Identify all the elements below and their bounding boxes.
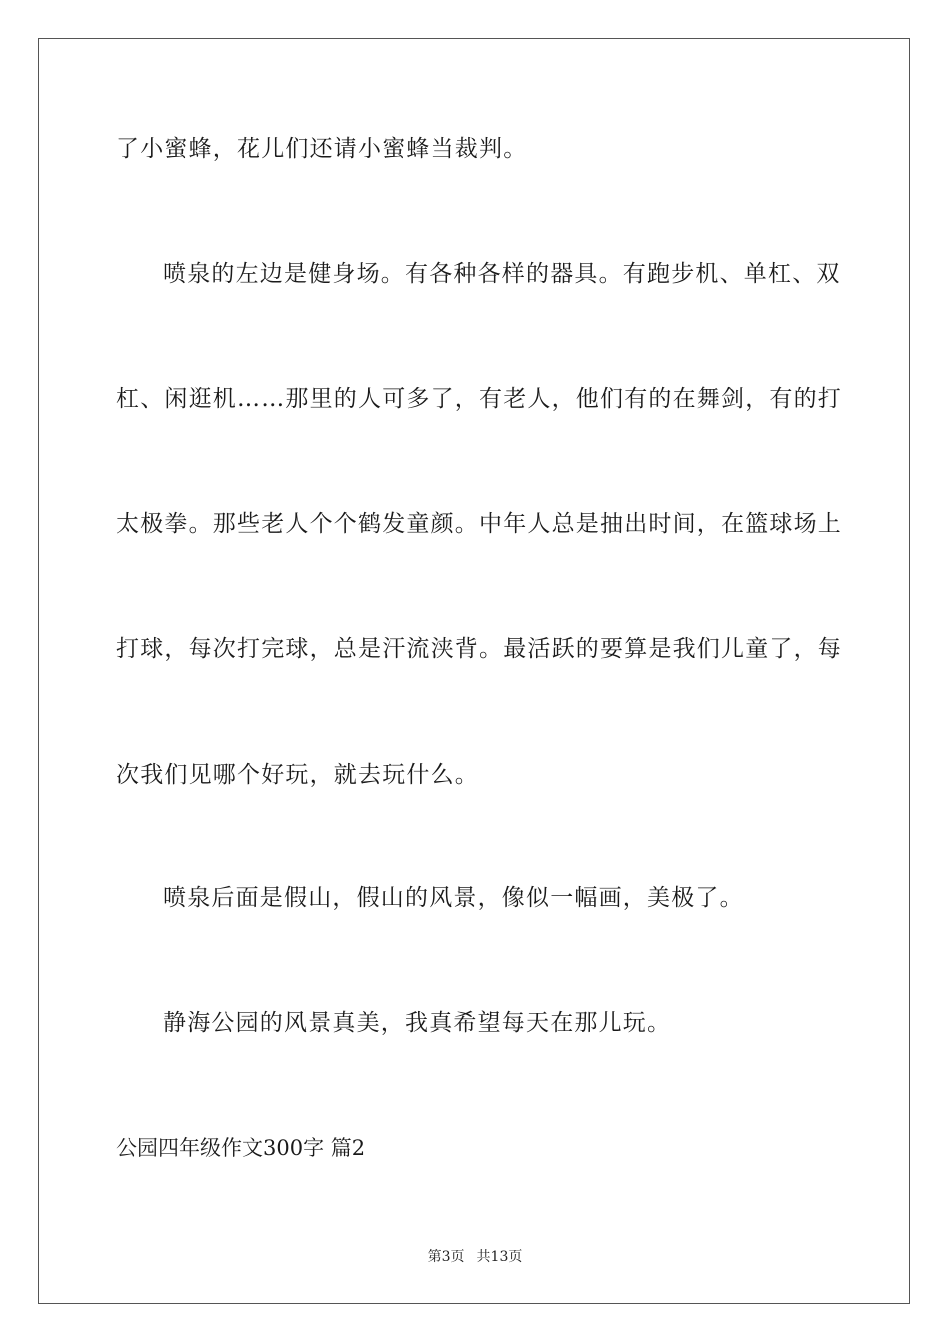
section-heading: 公园四年级作文300字 篇2	[116, 1136, 366, 1160]
paragraph-line: 喷泉的左边是健身场。有各种各样的器具。有跑步机、单杠、双	[163, 261, 841, 287]
paragraph-line: 喷泉后面是假山，假山的风景，像似一幅画，美极了。	[163, 885, 744, 911]
paragraph-line: 杠、闲逛机……那里的人可多了，有老人，他们有的在舞剑，有的打	[116, 386, 842, 412]
paragraph-line: 了小蜜蜂，花儿们还请小蜜蜂当裁判。	[116, 136, 528, 162]
paragraph-line: 打球，每次打完球，总是汗流浃背。最活跃的要算是我们儿童了，每	[116, 636, 842, 662]
total-pages: 共13页	[476, 1249, 523, 1265]
paragraph-line: 太极拳。那些老人个个鹤发童颜。中年人总是抽出时间，在篮球场上	[116, 511, 842, 537]
page-number: 第3页	[427, 1249, 465, 1265]
paragraph-line: 静海公园的风景真美，我真希望每天在那儿玩。	[163, 1010, 672, 1036]
page-frame	[38, 38, 910, 1304]
paragraph-line: 次我们见哪个好玩，就去玩什么。	[116, 762, 479, 788]
page-footer	[0, 1247, 950, 1267]
